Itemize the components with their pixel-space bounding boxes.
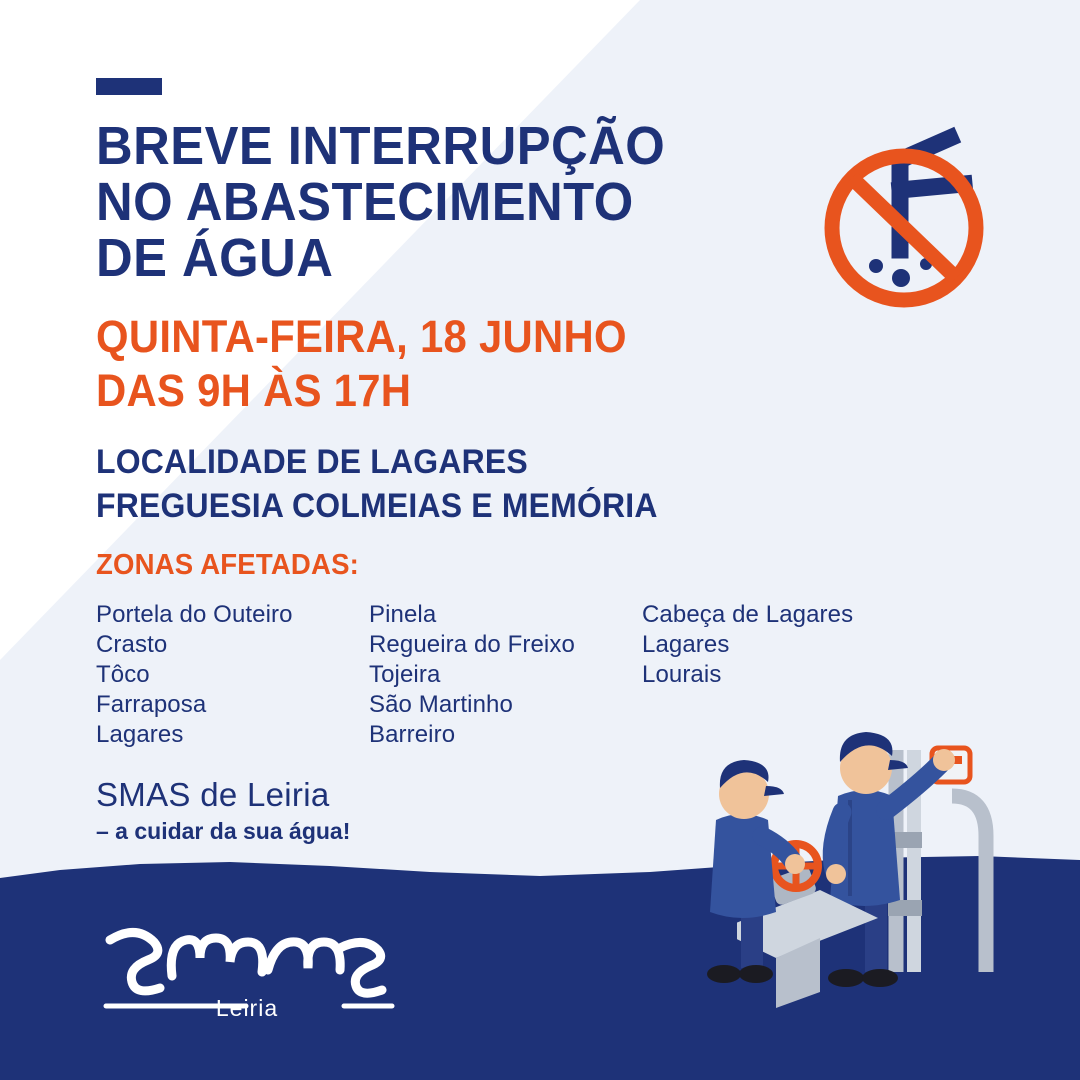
zones-title: ZONAS AFETADAS: bbox=[96, 549, 360, 581]
schedule-block bbox=[96, 310, 856, 418]
zones-columns bbox=[96, 600, 915, 750]
signature-block bbox=[96, 775, 350, 847]
list-item: Crasto bbox=[96, 631, 168, 658]
list-item: Pinela bbox=[369, 601, 437, 628]
zones-column-2 bbox=[369, 600, 642, 750]
list-item: Lourais bbox=[642, 661, 722, 688]
list-item: Portela do Outeiro bbox=[96, 601, 293, 628]
list-item: Tojeira bbox=[369, 661, 441, 688]
list-item: Farraposa bbox=[96, 691, 207, 718]
schedule-line-2: DAS 9H ÀS 17H bbox=[96, 365, 412, 416]
accent-dash bbox=[96, 78, 162, 95]
headline-line-2: NO ABASTECIMENTO bbox=[96, 172, 634, 232]
headline-line-3: DE ÁGUA bbox=[96, 228, 334, 288]
headline-line-1: BREVE INTERRUPÇÃO bbox=[96, 116, 666, 176]
list-item: Barreiro bbox=[369, 721, 456, 748]
signature-main: SMAS de Leiria bbox=[96, 776, 330, 813]
no-water-icon bbox=[804, 118, 1004, 318]
signature-tagline: – a cuidar da sua água! bbox=[96, 818, 351, 844]
list-item: Lagares bbox=[642, 631, 730, 658]
zones-column-1 bbox=[96, 600, 369, 750]
list-item: Cabeça de Lagares bbox=[642, 601, 854, 628]
headline-block bbox=[96, 118, 796, 286]
list-item: Regueira do Freixo bbox=[369, 631, 575, 658]
logo-city-label: Leiria bbox=[215, 995, 279, 1021]
locality-line-2: FREGUESIA COLMEIAS E MEMÓRIA bbox=[96, 487, 658, 525]
list-item: Tôco bbox=[96, 661, 150, 688]
list-item: São Martinho bbox=[369, 691, 513, 718]
zones-column-3 bbox=[642, 600, 915, 750]
schedule-line-1: QUINTA-FEIRA, 18 JUNHO bbox=[96, 311, 627, 362]
locality-line-1: LOCALIDADE DE LAGARES bbox=[96, 443, 528, 481]
list-item: Lagares bbox=[96, 721, 184, 748]
locality-block bbox=[96, 440, 896, 528]
